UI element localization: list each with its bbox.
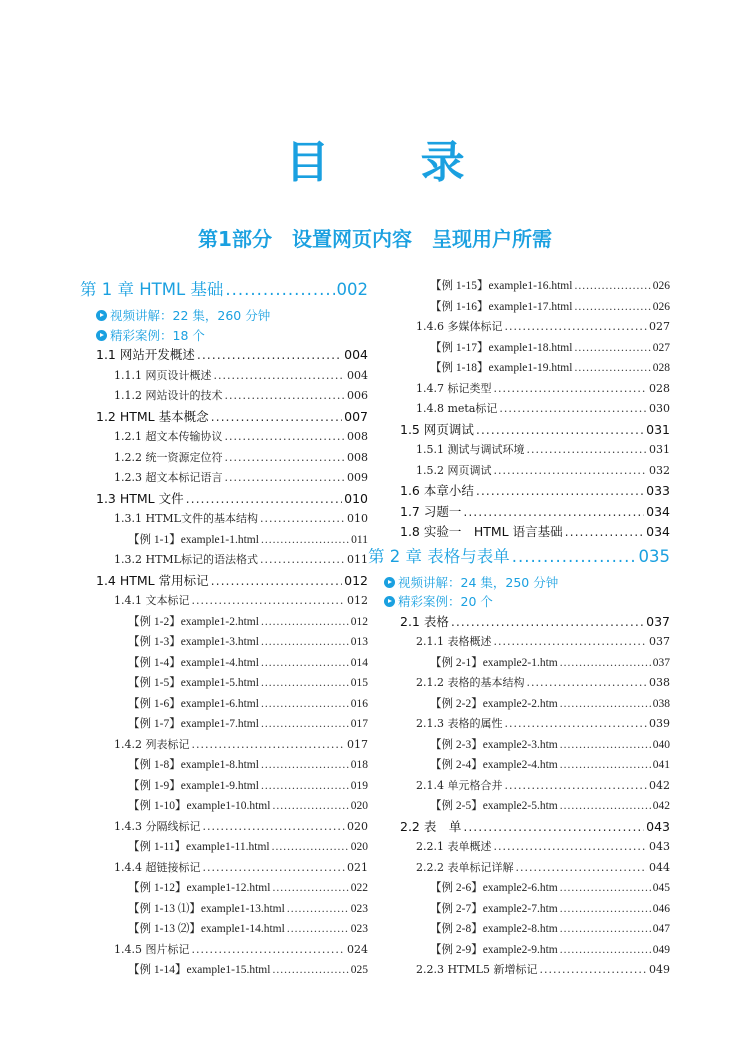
- toc-right-column: [368, 276, 670, 981]
- page-number: 011: [351, 533, 368, 546]
- dot-leader: [225, 448, 346, 469]
- entry-label: 1.4.4 超链接标记: [114, 860, 201, 874]
- page-number: 008: [347, 430, 368, 444]
- toc-subsection-entry[interactable]: [384, 837, 670, 858]
- entry-label: 1.1 网站开发概述: [96, 347, 195, 363]
- dot-leader: [261, 714, 349, 735]
- toc-section-entry[interactable]: [384, 502, 670, 523]
- dot-leader: [463, 502, 644, 523]
- toc-subsection-entry[interactable]: [80, 509, 368, 530]
- dot-leader: [494, 461, 648, 482]
- page-number: 033: [646, 483, 670, 498]
- toc-example-entry[interactable]: [384, 358, 670, 379]
- entry-label: 1.4.5 图片标记: [114, 942, 190, 956]
- dot-leader: [476, 481, 644, 502]
- toc-example-entry[interactable]: [80, 714, 368, 735]
- dot-leader: [565, 522, 645, 543]
- toc-subsection-entry[interactable]: [80, 735, 368, 756]
- page-number: 043: [649, 840, 670, 854]
- page-number: 015: [350, 677, 368, 690]
- dot-leader: [272, 796, 348, 817]
- dot-leader: [272, 960, 348, 981]
- page-number: 026: [652, 280, 670, 292]
- entry-label: 1.4.8 meta标记: [416, 402, 498, 415]
- toc-subsection-entry[interactable]: [80, 858, 368, 879]
- part-title: 第1部分 设置网页内容 呈现用户所需: [198, 227, 552, 251]
- entry-label: 1.2.3 超文本标记语言: [114, 471, 223, 485]
- entry-label: 【例 1-16】example1-17.html: [430, 300, 573, 313]
- page-number: 045: [652, 882, 670, 895]
- dot-leader: [451, 612, 644, 633]
- page-number: 020: [347, 819, 368, 833]
- page-number: 007: [344, 408, 368, 424]
- entry-label: 【例 2-3】example2-3.htm: [430, 738, 558, 751]
- entry-label: 【例 1-14】example1-15.html: [128, 964, 271, 977]
- entry-label: 【例 1-13 ⑵】example1-14.html: [128, 923, 285, 936]
- dot-leader: [499, 399, 647, 420]
- toc-section-entry[interactable]: [384, 817, 670, 838]
- entry-label: 【例 2-8】example2-8.htm: [430, 923, 558, 936]
- page-number: 014: [350, 656, 368, 669]
- entry-label: 2.2.2 表单标记详解: [416, 860, 514, 874]
- dot-leader: [512, 543, 637, 571]
- page-number: 049: [652, 943, 670, 956]
- page-number: 022: [350, 882, 368, 895]
- dot-leader: [225, 427, 346, 448]
- dot-leader: [261, 530, 349, 551]
- dot-leader: [211, 571, 343, 592]
- entry-label: 1.3.1 HTML文件的基本结构: [114, 512, 258, 526]
- dot-leader: [560, 694, 651, 715]
- toc-subsection-entry[interactable]: [384, 858, 670, 879]
- page-number: 035: [638, 546, 670, 566]
- dot-leader: [260, 550, 345, 571]
- entry-label: 【例 1-6】example1-6.html: [128, 697, 259, 710]
- info-text: 视频讲解：24 集，250 分钟: [398, 574, 559, 590]
- toc-subsection-entry[interactable]: [384, 714, 670, 735]
- dot-leader: [494, 379, 648, 400]
- page-number: 004: [344, 347, 368, 363]
- entry-label: 【例 1-9】example1-9.html: [128, 779, 259, 792]
- page-number: 038: [649, 676, 670, 690]
- dot-leader: [505, 776, 648, 797]
- toc-subsection-entry[interactable]: [384, 673, 670, 694]
- page-number: 006: [347, 389, 368, 403]
- dot-leader: [574, 297, 650, 318]
- dot-leader: [261, 632, 349, 653]
- entry-label: 【例 2-5】example2-5.htm: [430, 800, 558, 813]
- entry-label: 1.4 HTML 常用标记: [96, 572, 209, 588]
- toc-subsection-entry[interactable]: [384, 776, 670, 797]
- dot-leader: [560, 940, 651, 961]
- toc-subsection-entry[interactable]: [384, 399, 670, 420]
- entry-label: 1.8 实验一 HTML 语言基础: [400, 524, 563, 539]
- entry-label: 1.1.1 网页设计概述: [114, 368, 212, 382]
- toc-example-entry[interactable]: [80, 612, 368, 633]
- dot-leader: [225, 468, 346, 489]
- toc-subsection-entry[interactable]: [384, 440, 670, 461]
- video-info-line: [384, 573, 670, 593]
- toc-example-entry[interactable]: [384, 755, 670, 776]
- dot-leader: [516, 858, 648, 879]
- toc-example-entry[interactable]: [80, 878, 368, 899]
- play-badge-icon: [384, 577, 395, 588]
- entry-label: 1.4.2 列表标记: [114, 737, 190, 751]
- entry-label: 【例 1-15】example1-16.html: [430, 280, 573, 292]
- page-number: 026: [652, 300, 670, 313]
- entry-label: 1.4.7 标记类型: [416, 381, 492, 395]
- page-number: 010: [347, 512, 368, 526]
- dot-leader: [527, 673, 648, 694]
- page-number: 012: [344, 572, 368, 588]
- video-info-line: [80, 326, 368, 346]
- toc-section-entry[interactable]: [80, 345, 368, 366]
- toc-chapter-entry[interactable]: [80, 276, 368, 306]
- dot-leader: [505, 317, 648, 338]
- entry-label: 1.2.1 超文本传输协议: [114, 430, 223, 444]
- toc-section-entry[interactable]: [80, 489, 368, 510]
- page-number: 012: [350, 615, 368, 628]
- page-number: 032: [649, 463, 670, 477]
- entry-label: 1.1.2 网站设计的技术: [114, 389, 223, 403]
- entry-label: 【例 2-6】example2-6.htm: [430, 882, 558, 895]
- entry-label: 1.4.6 多媒体标记: [416, 320, 503, 333]
- toc-example-entry[interactable]: [80, 673, 368, 694]
- entry-label: 2.1 表格: [400, 613, 449, 629]
- info-text: 精彩案例：20 个: [398, 594, 493, 610]
- entry-label: 1.5.1 测试与调试环境: [416, 443, 525, 456]
- toc-subsection-entry[interactable]: [80, 591, 368, 612]
- entry-label: 【例 1-1】example1-1.html: [128, 533, 259, 546]
- toc-example-entry[interactable]: [384, 940, 670, 961]
- toc-example-entry[interactable]: [384, 735, 670, 756]
- toc-example-entry[interactable]: [80, 776, 368, 797]
- entry-label: 2.1.1 表格概述: [416, 635, 492, 649]
- dot-leader: [476, 420, 644, 441]
- toc-example-entry[interactable]: [80, 919, 368, 940]
- toc-subsection-entry[interactable]: [80, 427, 368, 448]
- page-number: 037: [652, 656, 670, 669]
- page-number: 018: [350, 759, 368, 772]
- dot-leader: [505, 714, 648, 735]
- page-number: 040: [652, 738, 670, 751]
- page-title: 目 录: [285, 137, 503, 188]
- dot-leader: [211, 407, 343, 428]
- entry-label: 1.5 网页调试: [400, 421, 474, 437]
- page-number: 043: [646, 818, 670, 834]
- toc-example-entry[interactable]: [80, 632, 368, 653]
- page-number: 042: [652, 800, 670, 813]
- dot-leader: [192, 940, 346, 961]
- page-number: 025: [350, 964, 368, 977]
- entry-label: 1.4.1 文本标记: [114, 594, 190, 608]
- dot-leader: [494, 632, 648, 653]
- dot-leader: [192, 591, 346, 612]
- toc-example-entry[interactable]: [384, 338, 670, 359]
- toc-example-entry[interactable]: [384, 878, 670, 899]
- page-number: 019: [350, 779, 368, 792]
- dot-leader: [197, 345, 342, 366]
- dot-leader: [560, 878, 651, 899]
- dot-leader: [560, 899, 651, 920]
- page-number: 037: [646, 613, 670, 629]
- entry-label: 【例 1-2】example1-2.html: [128, 615, 259, 628]
- entry-label: 【例 1-3】example1-3.html: [128, 636, 259, 649]
- entry-label: 1.6 本章小结: [400, 483, 474, 498]
- page-number: 027: [652, 341, 670, 354]
- toc-subsection-entry[interactable]: [384, 461, 670, 482]
- dot-leader: [494, 837, 648, 858]
- play-badge-icon: [384, 596, 395, 607]
- entry-label: 1.7 习题一: [400, 503, 462, 519]
- dot-leader: [192, 735, 346, 756]
- entry-label: 【例 1-12】example1-12.html: [128, 882, 271, 895]
- dot-leader: [560, 796, 651, 817]
- video-info-line: [384, 592, 670, 612]
- page-number: 031: [649, 443, 670, 456]
- toc-section-entry[interactable]: [80, 407, 368, 428]
- toc-subsection-entry[interactable]: [80, 468, 368, 489]
- toc-left-column: [80, 276, 368, 981]
- entry-label: 【例 1-10】example1-10.html: [128, 800, 271, 813]
- entry-label: 【例 2-2】example2-2.htm: [430, 697, 558, 710]
- page-number: 023: [350, 923, 368, 936]
- page-number: 027: [649, 320, 670, 333]
- page-number: 013: [350, 636, 368, 649]
- toc-subsection-entry[interactable]: [80, 550, 368, 571]
- page-number: 031: [646, 421, 670, 437]
- dot-leader: [203, 858, 346, 879]
- dot-leader: [574, 338, 650, 359]
- dot-leader: [214, 366, 346, 387]
- page-number: 046: [652, 902, 670, 915]
- entry-label: 【例 2-9】example2-9.htm: [430, 943, 558, 956]
- entry-label: 1.2.2 统一资源定位符: [114, 450, 223, 464]
- dot-leader: [272, 878, 348, 899]
- dot-leader: [261, 755, 349, 776]
- page-number: 017: [350, 718, 368, 731]
- entry-label: 2.1.2 表格的基本结构: [416, 676, 525, 690]
- page-number: 034: [646, 503, 670, 519]
- entry-label: 【例 1-7】example1-7.html: [128, 718, 259, 731]
- entry-label: 【例 1-8】example1-8.html: [128, 759, 259, 772]
- entry-label: 第 1 章 HTML 基础: [80, 280, 224, 299]
- toc-example-entry[interactable]: [80, 960, 368, 981]
- entry-label: 【例 1-5】example1-5.html: [128, 677, 259, 690]
- play-badge-icon: [96, 310, 107, 321]
- page-number: 034: [646, 524, 670, 539]
- entry-label: 【例 1-18】example1-19.html: [430, 362, 573, 374]
- dot-leader: [203, 817, 346, 838]
- entry-label: 2.1.3 表格的属性: [416, 717, 503, 731]
- page-number: 010: [344, 490, 368, 506]
- toc-example-entry[interactable]: [80, 899, 368, 920]
- dot-leader: [261, 776, 349, 797]
- entry-label: 2.2.3 HTML5 新增标记: [416, 963, 538, 977]
- page-number: 042: [649, 778, 670, 792]
- page-number: 038: [652, 697, 670, 710]
- page-number: 004: [347, 368, 368, 382]
- entry-label: 【例 1-13 ⑴】example1-13.html: [128, 902, 285, 915]
- dot-leader: [261, 694, 349, 715]
- dot-leader: [560, 755, 651, 776]
- toc-example-entry[interactable]: [80, 755, 368, 776]
- toc-example-entry[interactable]: [384, 694, 670, 715]
- entry-label: 【例 2-4】example2-4.htm: [430, 759, 558, 772]
- dot-leader: [287, 919, 349, 940]
- entry-label: 1.4.3 分隔线标记: [114, 819, 201, 833]
- toc-example-entry[interactable]: [384, 899, 670, 920]
- entry-label: 【例 1-4】example1-4.html: [128, 656, 259, 669]
- toc-subsection-entry[interactable]: [80, 940, 368, 961]
- entry-label: 2.2 表 单: [400, 818, 462, 834]
- entry-label: 1.3.2 HTML标记的语法格式: [114, 553, 258, 567]
- entry-label: 1.3 HTML 文件: [96, 490, 184, 506]
- toc-section-entry[interactable]: [384, 522, 670, 543]
- dot-leader: [225, 386, 346, 407]
- page-number: 012: [347, 594, 368, 608]
- toc-example-entry[interactable]: [384, 276, 670, 297]
- info-text: 精彩案例：18 个: [110, 327, 205, 343]
- page-number: 017: [347, 737, 368, 751]
- dot-leader: [261, 673, 349, 694]
- entry-label: 【例 2-1】example2-1.htm: [430, 656, 558, 669]
- toc-subsection-entry[interactable]: [384, 379, 670, 400]
- entry-label: 【例 1-11】example1-11.html: [128, 841, 270, 854]
- dot-leader: [261, 612, 349, 633]
- page-number: 049: [649, 963, 670, 977]
- dot-leader: [272, 837, 349, 858]
- entry-label: 1.2 HTML 基本概念: [96, 408, 209, 424]
- toc-example-entry[interactable]: [384, 653, 670, 674]
- page-number: 047: [652, 923, 670, 936]
- entry-label: 【例 1-17】example1-18.html: [430, 341, 573, 354]
- toc-example-entry[interactable]: [80, 796, 368, 817]
- dot-leader: [225, 276, 334, 304]
- dot-leader: [560, 653, 651, 674]
- info-text: 视频讲解：22 集，260 分钟: [110, 308, 271, 323]
- dot-leader: [560, 735, 651, 756]
- page-number: 023: [350, 902, 368, 915]
- entry-label: 【例 2-7】example2-7.htm: [430, 902, 558, 915]
- page-number: 002: [336, 280, 368, 299]
- dot-leader: [186, 489, 343, 510]
- page-number: 020: [350, 800, 368, 813]
- toc-example-entry[interactable]: [384, 297, 670, 318]
- dot-leader: [574, 358, 650, 379]
- toc-section-entry[interactable]: [80, 571, 368, 592]
- toc-example-entry[interactable]: [384, 796, 670, 817]
- toc-section-entry[interactable]: [384, 481, 670, 502]
- toc-example-entry[interactable]: [80, 530, 368, 551]
- dot-leader: [527, 440, 648, 461]
- dot-leader: [539, 960, 647, 981]
- toc-example-entry[interactable]: [80, 653, 368, 674]
- play-badge-icon: [96, 330, 107, 341]
- toc-subsection-entry[interactable]: [80, 817, 368, 838]
- dot-leader: [260, 509, 345, 530]
- toc-section-entry[interactable]: [384, 420, 670, 441]
- entry-label: 2.2.1 表单概述: [416, 840, 492, 854]
- toc-subsection-entry[interactable]: [80, 386, 368, 407]
- toc-example-entry[interactable]: [80, 694, 368, 715]
- page-number: 030: [649, 402, 670, 415]
- toc-example-entry[interactable]: [80, 837, 368, 858]
- page-number: 020: [350, 841, 368, 854]
- page-number: 021: [347, 860, 368, 874]
- toc-subsection-entry[interactable]: [384, 632, 670, 653]
- toc-section-entry[interactable]: [384, 612, 670, 633]
- dot-leader: [560, 919, 651, 940]
- dot-leader: [287, 899, 349, 920]
- page-number: 041: [652, 759, 670, 772]
- page-number: 037: [649, 635, 670, 649]
- toc-subsection-entry[interactable]: [80, 448, 368, 469]
- page-number: 009: [347, 471, 368, 485]
- dot-leader: [463, 817, 644, 838]
- entry-label: 第 2 章 表格与表单: [368, 546, 510, 566]
- page-number: 044: [649, 860, 670, 874]
- dot-leader: [574, 276, 650, 297]
- page-number: 028: [652, 362, 670, 374]
- page-number: 024: [347, 942, 368, 956]
- toc-example-entry[interactable]: [384, 919, 670, 940]
- page-number: 011: [347, 553, 368, 567]
- dot-leader: [261, 653, 349, 674]
- page-number: 016: [350, 697, 368, 710]
- toc-subsection-entry[interactable]: [80, 366, 368, 387]
- page-number: 008: [347, 450, 368, 464]
- page-number: 028: [649, 381, 670, 395]
- toc-chapter-entry[interactable]: [368, 543, 670, 573]
- entry-label: 1.5.2 网页调试: [416, 463, 492, 477]
- entry-label: 2.1.4 单元格合并: [416, 778, 503, 792]
- toc-subsection-entry[interactable]: [384, 960, 670, 981]
- toc-subsection-entry[interactable]: [384, 317, 670, 338]
- page-number: 039: [649, 717, 670, 731]
- video-info-line: [80, 306, 368, 326]
